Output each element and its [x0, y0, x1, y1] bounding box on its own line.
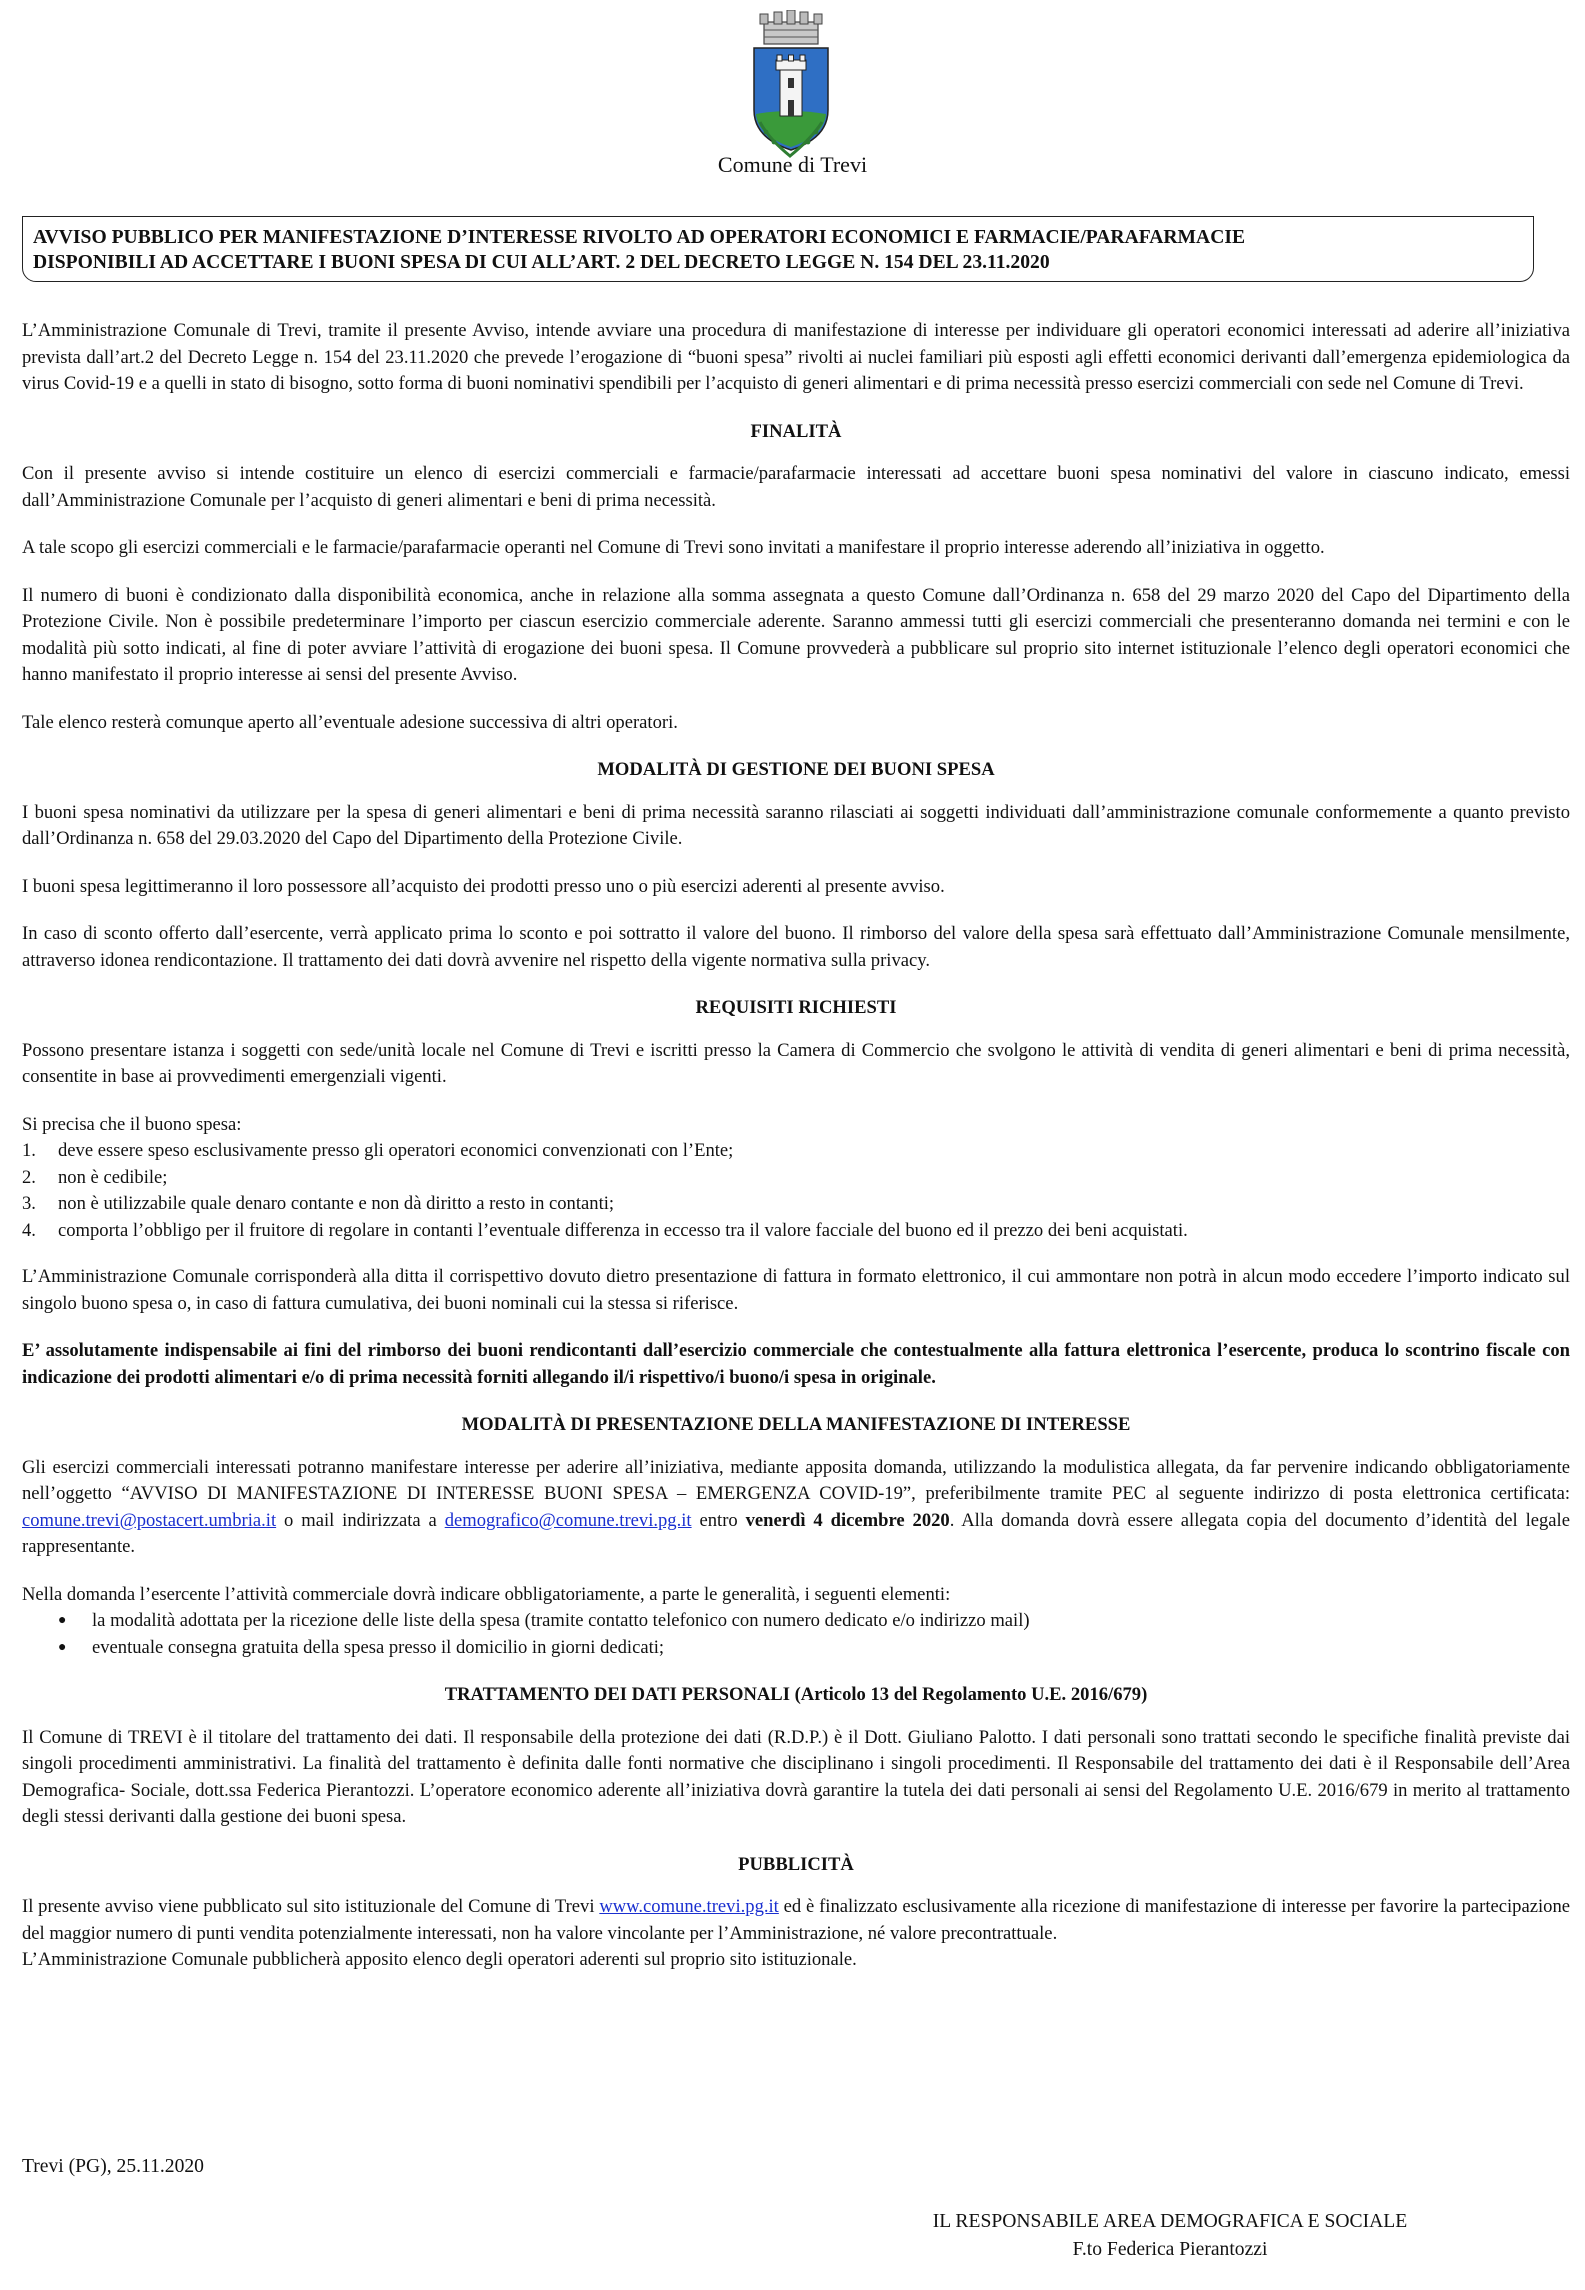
finalita-paragraph-4: Tale elenco resterà comunque aperto all’eventuale adesione successiva di altri operatori.: [22, 711, 678, 733]
gestione-paragraph-1: I buoni spesa nominativi da utilizzare per la spesa di generi alimentari e beni di prima necessità saranno rilasciati ai soggetti individuati dall’amministrazione comunale conformemente a quanto previsto dall’Ordinanza n. 658 del 29.03.2020 del Capo del Dipartimento della Protezione Civile.: [22, 801, 1570, 849]
mail-link[interactable]: demografico@comune.trevi.pg.it: [444, 1509, 692, 1531]
intro-paragraph: L’Amministrazione Comunale di Trevi, tramite il presente Avviso, intende avviare una procedura di manifestazione di interesse per individuare gli operatori economici interessati ad aderire all’iniziativa prevista dall’art.2 del Decreto Legge n. 154 del 23.11.2020 che prevede l’erogazione di “buoni spesa” rivolti ai nuclei familiari più esposti agli effetti economici derivanti dall’emergenza epidemiologica da virus Covid-19 e a quelli in stato di bisogno, sotto forma di buoni nominativi spendibili per l’acquisto di generi alimentari e di prima necessità presso esercizi commerciali con sede nel Comune di Trevi.: [22, 320, 1570, 394]
gestione-paragraph-3: In caso di sconto offerto dall’esercente, verrà applicato prima lo sconto e poi sottratto il valore del buono. Il rimborso del valore della spesa sarà effettuato dall’Amministrazione Comunale mensilmente, attraverso idonea rendicontazione. Il trattamento dei dati dovrà avvenire nel rispetto della vigente normativa sulla privacy.: [22, 923, 1570, 971]
list-item: 3. non è utilizzabile quale denaro contante e non dà diritto a resto in contanti;: [22, 1193, 615, 1214]
requisiti-list-intro: Si precisa che il buono spesa:: [22, 1113, 242, 1135]
section-heading-requisiti: REQUISITI RICHIESTI: [695, 997, 897, 1018]
bullet-icon: ●: [58, 1639, 67, 1655]
gestione-paragraph-2: I buoni spesa legittimeranno il loro possessore all’acquisto dei prodotti presso uno o più esercizi aderenti al presente avviso.: [22, 875, 945, 897]
requisiti-important-note: E’ assolutamente indispensabile ai fini del rimborso dei buoni rendicontanti dall’esercizio commerciale che contestualmente alla fattura elettronica l’esercente, produca lo scontrino fiscale con indicazione dei prodotti alimentari e/o di prima necessità forniti allegando il/i rispettivo/i buono/i spesa in originale.: [22, 1340, 1570, 1388]
finalita-paragraph-1: Con il presente avviso si intende costituire un elenco di esercizi commerciali e farmacie/parafarmacie interessati ad accettare buoni spesa nominativi del valore in ciascuno indicato, emessi dall’Amministrazione Comunale per l’acquisto di generi alimentari e beni di prima necessità.: [22, 463, 1570, 511]
signer-name: F.to Federica Pierantozzi: [1072, 2239, 1268, 2260]
bullet-icon: ●: [58, 1613, 67, 1628]
notice-title-line1: AVVISO PUBBLICO PER MANIFESTAZIONE D’INTERESSE RIVOLTO AD OPERATORI ECONOMICI E FARMACIE/PARAFARMACIE: [33, 227, 1246, 248]
section-heading-finalita: FINALITÀ: [750, 420, 842, 442]
list-item: 1. deve essere speso esclusivamente presso gli operatori economici convenzionati con l’Ente;: [22, 1140, 734, 1161]
requisiti-paragraph-2: L’Amministrazione Comunale corrisponderà alla ditta il corrispettivo dovuto dietro presentazione di fattura in formato elettronico, il cui ammontare non potrà in alcun modo eccedere l’importo indicato sul singolo buono spesa o, in caso di fattura cumulativa, dei buoni nominali cui la stessa si riferisce.: [22, 1266, 1570, 1314]
place-date: Trevi (PG), 25.11.2020: [22, 2156, 204, 2177]
crown-icon: [760, 10, 822, 44]
municipality-name: Comune di Trevi: [717, 152, 868, 177]
coat-of-arms-icon: [750, 10, 832, 165]
section-heading-privacy: TRATTAMENTO DEI DATI PERSONALI (Articolo 13 del Regolamento U.E. 2016/679): [444, 1684, 1148, 1705]
signer-role: IL RESPONSABILE AREA DEMOGRAFICA E SOCIALE: [932, 2211, 1408, 2232]
privacy-paragraph: Il Comune di TREVI è il titolare del trattamento dei dati. Il responsabile della protezione dei dati (R.D.P.) è il Dott. Giuliano Palotto. I dati personali sono trattati secondo le specifiche finalità previste dai singoli procedimenti amministrativi. La finalità del trattamento è definita dalle fonti normative che disciplinano i singoli procedimenti. Il Responsabile del trattamento dei dati è il Responsabile dell’Area Demografica- Sociale, dott.ssa Federica Pierantozzi. L’operatore economico aderente all’iniziativa dovrà garantire la tutela dei dati personali ai sensi del Regolamento U.E. 2016/679 in merito al trattamento degli stessi derivanti dalla gestione dei buoni spesa.: [22, 1726, 1570, 1827]
presentazione-list: [22, 1608, 1570, 1661]
requisiti-list: [22, 1138, 1570, 1244]
list-item: ● eventuale consegna gratuita della spesa presso il domicilio in giorni dedicati;: [22, 1635, 1570, 1662]
presentazione-paragraph-1: Gli esercizi commerciali interessati potranno manifestare interesse per aderire all’iniziativa, mediante apposita domanda, utilizzando la modulistica allegata, da far pervenire indicando obbligatoriamente nell’oggetto “AVVISO DI MANIFESTAZIONE DI INTERESSE BUONI SPESA – EMERGENZA COVID-19”, preferibilmente tramite PEC al seguente indirizzo di posta elettronica certificata: comune.trevi@postacert.umbria.it o mail indirizzata a demografico@comune.trevi.pg.it entro venerdì 4 dicembre 2020. Alla domanda dovrà essere allegata copia del documento d’identità del legale rappresentante.: [22, 1456, 1570, 1557]
notice-title: [22, 216, 1534, 282]
pec-email-link[interactable]: comune.trevi@postacert.umbria.it: [22, 1509, 277, 1531]
website-link[interactable]: www.comune.trevi.pg.it: [599, 1896, 779, 1917]
document-body: [22, 318, 1570, 1995]
signature-block: [870, 2208, 1470, 2264]
section-heading-pubblicita: PUBBLICITÀ: [738, 1853, 854, 1875]
list-item: 2. non è cedibile;: [22, 1166, 168, 1188]
finalita-paragraph-3: Il numero di buoni è condizionato dalla disponibilità economica, anche in relazione alla somma assegnata a questo Comune dall’Ordinanza n. 658 del 29 marzo 2020 del Capo del Dipartimento della Protezione Civile. Non è possibile predeterminare l’importo per ciascun esercizio commerciale aderente. Saranno ammessi tutti gli esercizi commerciali che presenteranno domanda nei termini e con le modalità più sotto indicati, al fine di poter avviare l’attività di erogazione dei buoni spesa. Il Comune provvederà a pubblicare sul proprio sito internet istituzionale l’elenco degli operatori economici che hanno manifestato il proprio interesse ai sensi del presente Avviso.: [22, 584, 1570, 685]
section-heading-gestione: MODALITÀ DI GESTIONE DEI BUONI SPESA: [597, 759, 995, 780]
deadline-date: venerdì 4 dicembre 2020: [745, 1509, 950, 1531]
list-item: ● la modalità adottata per la ricezione delle liste della spesa (tramite contatto telefonico con numero dedicato e/o indirizzo mail): [22, 1608, 1570, 1635]
requisiti-paragraph-1: Possono presentare istanza i soggetti con sede/unità locale nel Comune di Trevi e iscritti presso la Camera di Commercio che svolgono le attività di vendita di generi alimentari e beni di prima necessità, consentite in base ai provvedimenti emergenziali vigenti.: [22, 1039, 1570, 1087]
presentazione-list-intro: Nella domanda l’esercente l’attività commerciale dovrà indicare obbligatoriamente, a parte le generalità, i seguenti elementi:: [22, 1583, 951, 1605]
section-heading-presentazione: MODALITÀ DI PRESENTAZIONE DELLA MANIFESTAZIONE DI INTERESSE: [461, 1414, 1131, 1435]
pubblicita-paragraph-1: Il presente avviso viene pubblicato sul sito istituzionale del Comune di Trevi www.comune.trevi.pg.it ed è finalizzato esclusivamente alla ricezione di manifestazione di interesse per favorire la partecipazione del maggior numero di punti vendita potenzialmente interessati, non ha valore vincolante per l’Amministrazione, né valore precontrattuale.: [22, 1896, 1571, 1944]
notice-title-line2: DISPONIBILI AD ACCETTARE I BUONI SPESA DI CUI ALL’ART. 2 DEL DECRETO LEGGE N. 154 DEL 23.11.2020: [33, 252, 1050, 273]
finalita-paragraph-2: A tale scopo gli esercizi commerciali e le farmacie/parafarmacie operanti nel Comune di Trevi sono invitati a manifestare il proprio interesse aderendo all’iniziativa in oggetto.: [22, 537, 1325, 558]
list-item: 4. comporta l’obbligo per il fruitore di regolare in contanti l’eventuale differenza in eccesso tra il valore facciale del buono ed il prezzo dei beni acquistati.: [22, 1219, 1188, 1241]
pubblicita-paragraph-2: L’Amministrazione Comunale pubblicherà apposito elenco degli operatori aderenti sul proprio sito istituzionale.: [22, 1949, 857, 1970]
